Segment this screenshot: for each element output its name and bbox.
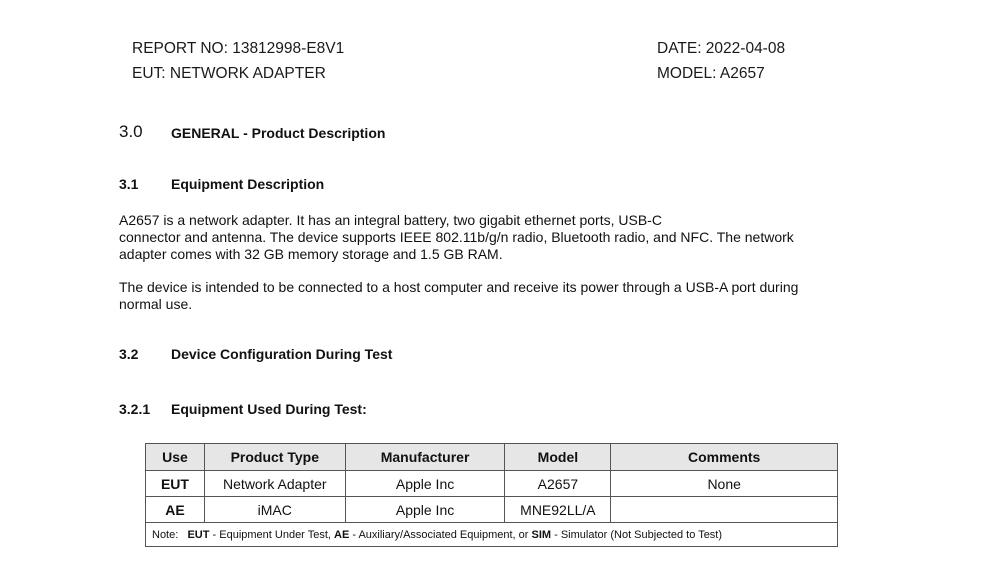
section-title: GENERAL - Product Description [171,125,386,141]
cell-model: MNE92LL/A [505,497,611,523]
cell-product-type: iMAC [204,497,345,523]
column-header-product-type: Product Type [204,444,345,471]
section-title: Equipment Used During Test: [171,401,367,417]
paragraph-line: The device is intended to be connected to a host computer and receive its power through a USB-A port during [119,279,799,295]
cell-product-type: Network Adapter [204,471,345,497]
cell-use: AE [146,497,205,523]
section-number: 3.0 [119,122,143,141]
table-note-row [146,523,838,547]
note-sim-text: - Simulator (Not Subjected to Test) [551,528,723,541]
section-title: Device Configuration During Test [171,346,393,362]
note-eut-text: - Equipment Under Test, [209,528,334,541]
column-header-model: Model [505,444,611,471]
section-number: 3.1 [119,176,139,192]
table-row [146,497,838,523]
table-note [146,523,838,547]
paragraph-line: A2657 is a network adapter. It has an integral battery, two gigabit ethernet ports, USB-C [119,212,662,228]
cell-comments [611,497,838,523]
cell-manufacturer: Apple Inc [345,497,505,523]
cell-manufacturer: Apple Inc [345,471,505,497]
cell-use: EUT [146,471,205,497]
note-ae-text: - Auxiliary/Associated Equipment, or [349,528,532,541]
cell-comments: None [611,471,838,497]
column-header-comments: Comments [611,444,838,471]
paragraph-line: normal use. [119,296,193,312]
note-ae-abbr: AE [334,528,350,541]
report-date: DATE: 2022-04-08 [657,40,786,57]
section-number: 3.2.1 [119,401,151,417]
column-header-use: Use [146,444,205,471]
equipment-table [145,443,838,547]
note-prefix: Note: [152,528,179,541]
paragraph-line: adapter comes with 32 GB memory storage and 1.5 GB RAM. [119,246,503,262]
cell-model: A2657 [505,471,611,497]
section-title: Equipment Description [171,176,325,192]
paragraph-line: connector and antenna. The device supports IEEE 802.11b/g/n radio, Bluetooth radio, and NFC. The network [119,229,794,245]
note-eut-abbr: EUT [187,528,210,541]
section-number: 3.2 [119,346,139,362]
note-sim-abbr: SIM [531,528,552,541]
model-label: MODEL: A2657 [657,65,765,82]
table-header-row [146,444,838,471]
column-header-manufacturer: Manufacturer [345,444,505,471]
report-number: REPORT NO: 13812998-E8V1 [132,40,345,57]
table-row [146,471,838,497]
intended-use-paragraph [119,279,839,313]
eut-label: EUT: NETWORK ADAPTER [132,65,326,82]
equipment-description-paragraph [119,212,839,263]
